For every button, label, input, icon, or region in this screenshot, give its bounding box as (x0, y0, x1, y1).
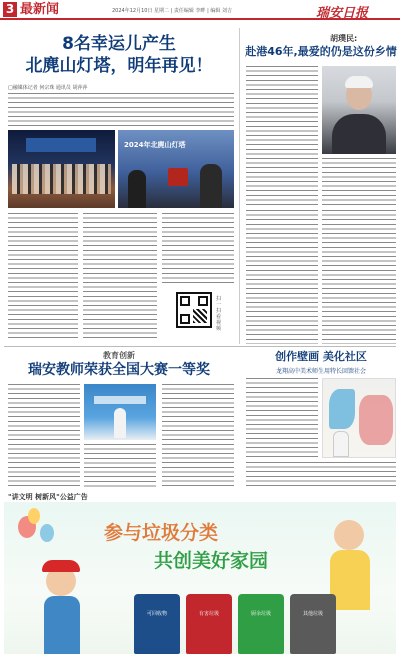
recycle-bin-red (186, 594, 232, 654)
portrait-body (332, 114, 386, 154)
article4-title: 创作壁画 美化社区 (275, 350, 367, 363)
ad-line1: 参与垃圾分类 (104, 522, 219, 544)
ad-caption: "讲文明 树新风"公益广告 (8, 493, 88, 501)
photo-person-right (200, 164, 222, 208)
mural-painter (333, 431, 349, 457)
qr-code (176, 292, 212, 328)
article2-column-4 (322, 210, 396, 344)
article1-title-line2: 北麂山灯塔，明年再见！ (25, 56, 213, 76)
bin-label-2: 有害垃圾 (198, 611, 219, 617)
photo2-stage-text: 2024年北麂山灯塔 (124, 141, 186, 149)
photo-red-box (168, 168, 188, 186)
article1-lead-text (8, 93, 234, 126)
article3-column-3 (162, 384, 234, 488)
article1-photo-stage (8, 130, 115, 208)
recycle-bin-blue (134, 594, 180, 654)
bin-label-1: 可回收物 (146, 611, 167, 617)
qr-caption: 扫一扫看视频 (216, 296, 222, 332)
ad-banner (4, 502, 396, 654)
article4-column-1 (246, 378, 318, 460)
article2-column-3 (246, 210, 318, 344)
portrait-hair (345, 76, 373, 88)
photo-stage-banner (26, 138, 96, 152)
girl-face (334, 520, 364, 550)
mural-bird (329, 389, 355, 429)
boy-cap (42, 560, 80, 572)
article3-column-2 (84, 444, 156, 488)
article2-portrait (322, 66, 396, 154)
article1-column-3 (162, 213, 234, 285)
article3-column-1 (8, 384, 80, 488)
newspaper-logo: 瑞安日报 (316, 6, 369, 21)
photo-teacher (114, 408, 126, 438)
column-divider (239, 28, 240, 344)
section-rule (4, 346, 396, 347)
article4-column-2 (246, 462, 396, 488)
photo-person-left (128, 170, 146, 208)
article3-title: 瑞安教师荣获全国大赛一等奖 (28, 362, 210, 378)
bin-label-3: 厨余垃圾 (250, 611, 271, 617)
article1-column-2 (83, 213, 157, 338)
article2-title: 赴港46年,最爱的仍是这份乡情 (245, 45, 397, 58)
article3-photo (84, 384, 156, 440)
article1-byline: □融媒体记者 何宗珠 通讯员 胡萍萍 (8, 85, 88, 91)
article2-column-1 (246, 66, 318, 206)
article1-column-1 (8, 213, 78, 338)
balloon-icon (40, 524, 54, 542)
section-title: 最新闻 (20, 2, 60, 17)
ad-line2: 共创美好家园 (154, 550, 269, 572)
article4-photo (322, 378, 396, 458)
recycle-bin-green (238, 594, 284, 654)
article3-kicker: 教育创新 (103, 351, 135, 360)
article1-title-line1: 8名幸运儿产生 (62, 34, 176, 54)
photo-screen-text (94, 396, 146, 404)
balloon-icon (28, 508, 40, 524)
girl-body (330, 550, 370, 610)
article2-column-2 (322, 158, 396, 206)
bin-label-4: 其他垃圾 (302, 611, 323, 617)
article4-subtitle: 龙翔高中美术师生用特长回馈社会 (275, 368, 366, 375)
photo-people-row (12, 164, 111, 194)
mural-flowers (359, 395, 393, 445)
page-number-badge: 3 (3, 2, 17, 17)
article1-photo-ceremony (118, 130, 234, 208)
article2-byline: 胡璞民: (330, 34, 358, 43)
boy-body (44, 596, 80, 654)
recycle-bin-gray (290, 594, 336, 654)
header-meta: 2024年12月10日 星期二 | 责任编辑 李畔 | 编辑 刘吉 (112, 8, 232, 14)
